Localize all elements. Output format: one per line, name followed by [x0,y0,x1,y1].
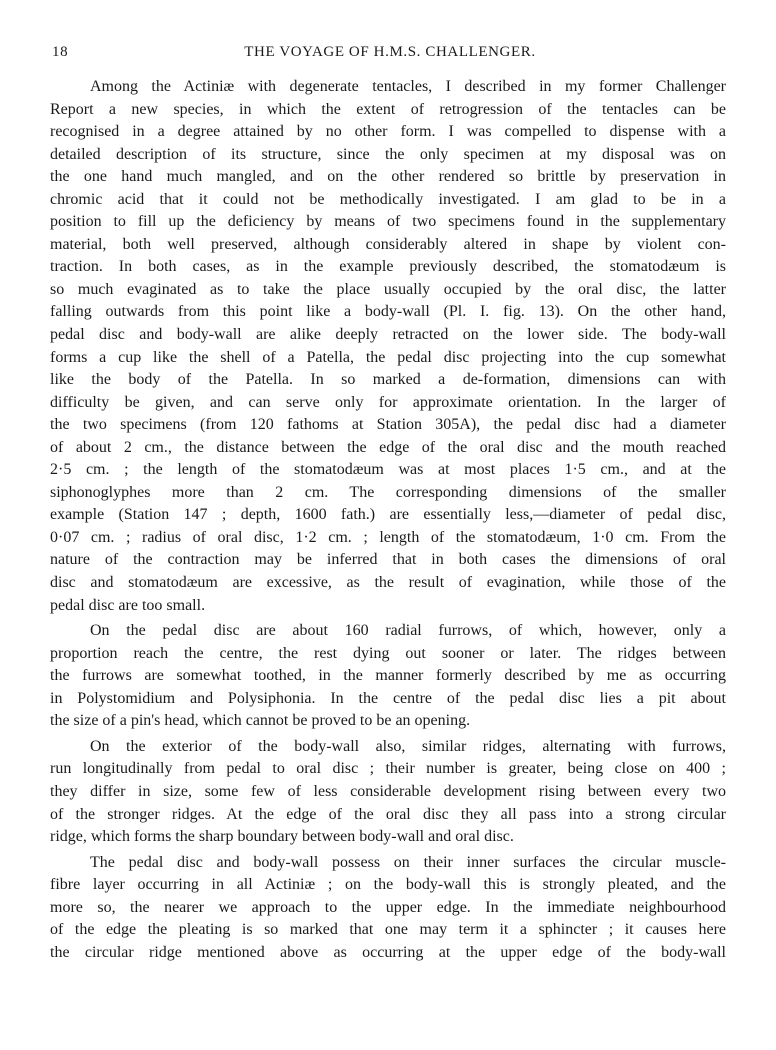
text-line: like the body of the Patella. In so marked a de-formation, dimensions can with [50,371,726,389]
page-number: 18 [52,44,69,60]
text-line: On the pedal disc are about 160 radial furrows, of which, however, only a [90,622,726,640]
text-line: ridge, which forms the sharp boundary between body-wall and oral disc. [50,828,514,846]
text-line: pedal disc are too small. [50,596,206,614]
body-text [50,76,726,964]
text-line: chromic acid that it could not be methodically investigated. I am glad to be in a [50,190,726,208]
text-line: proportion reach the centre, the rest dying out sooner or later. The ridges between [50,644,726,662]
paragraph [50,620,726,733]
text-line: detailed description of its structure, since the only specimen at my disposal was on [50,145,726,163]
text-line: the circular ridge mentioned above as occurring at the upper edge of the body-wall [50,943,726,961]
text-line: the furrows are somewhat toothed, in the manner formerly described by me as occurring [50,667,726,685]
text-line: of about 2 cm., the distance between the edge of the oral disc and the mouth reached [50,438,726,456]
paragraph [50,736,726,849]
text-line: the size of a pin's head, which cannot be proved to be an opening. [50,712,471,730]
text-line: position to fill up the deficiency by means of two specimens found in the supplementary [50,213,726,231]
text-line: the two specimens (from 120 fathoms at Station 305A), the pedal disc had a diameter [50,416,726,434]
text-line: 0·07 cm. ; radius of oral disc, 1·2 cm. ; length of the stomatodæum, 1·0 cm. From the [50,528,726,546]
text-line: disc and stomatodæum are excessive, as the result of evagination, while those of the [50,574,726,592]
text-line: the one hand much mangled, and on the other rendered so brittle by preservation in [50,168,726,186]
text-line: material, both well preserved, although considerably altered in shape by violent con- [50,235,726,253]
text-line: falling outwards from this point like a body-wall (Pl. I. fig. 13). On the other hand, [50,303,726,321]
text-line: difficulty be given, and can serve only for approximate orientation. In the larger of [50,393,726,411]
running-title: THE VOYAGE OF H.M.S. CHALLENGER. [244,44,536,60]
text-line: they differ in size, some few of less considerable development rising between every two [50,782,726,800]
text-line: more so, the nearer we approach to the upper edge. In the immediate neighbourhood [50,898,726,916]
paragraph [50,76,726,617]
page-header [52,44,728,66]
text-line: siphonoglyphes more than 2 cm. The corresponding dimensions of the smaller [50,483,726,501]
text-line: The pedal disc and body-wall possess on their inner surfaces the circular muscle- [90,853,726,871]
text-line: pedal disc and body-wall are alike deeply retracted on the lower side. The body-wall [50,326,726,344]
text-line: so much evaginated as to take the place usually occupied by the oral disc, the latter [50,280,726,298]
text-line: of the edge the pleating is so marked that one may term it a sphincter ; it causes here [50,921,726,939]
text-line: Report a new species, in which the extent of retrogression of the tentacles can be [50,100,726,118]
text-line: of the stronger ridges. At the edge of the oral disc they all pass into a strong circular [50,805,726,823]
text-line: 2·5 cm. ; the length of the stomatodæum was at most places 1·5 cm., and at the [50,461,726,479]
text-line: forms a cup like the shell of a Patella, the pedal disc projecting into the cup somewhat [50,348,726,366]
text-line: in Polystomidium and Polysiphonia. In the centre of the pedal disc lies a pit about [50,689,726,707]
text-line: fibre layer occurring in all Actiniæ ; on the body-wall this is strongly pleated, and the [50,876,726,894]
paragraph [50,852,726,965]
text-line: On the exterior of the body-wall also, similar ridges, alternating with furrows, [90,737,726,755]
text-line: nature of the contraction may be inferred that in both cases the dimensions of oral [50,551,726,569]
text-line: example (Station 147 ; depth, 1600 fath.) are essentially less,—diameter of pedal disc, [50,506,726,524]
text-line: Among the Actiniæ with degenerate tentacles, I described in my former Challenger [90,78,726,95]
text-line: recognised in a degree attained by no other form. I was compelled to dispense with a [50,123,726,141]
text-line: traction. In both cases, as in the example previously described, the stomatodæum is [50,258,726,276]
text-line: run longitudinally from pedal to oral disc ; their number is greater, being close on 400 ; [50,760,726,778]
